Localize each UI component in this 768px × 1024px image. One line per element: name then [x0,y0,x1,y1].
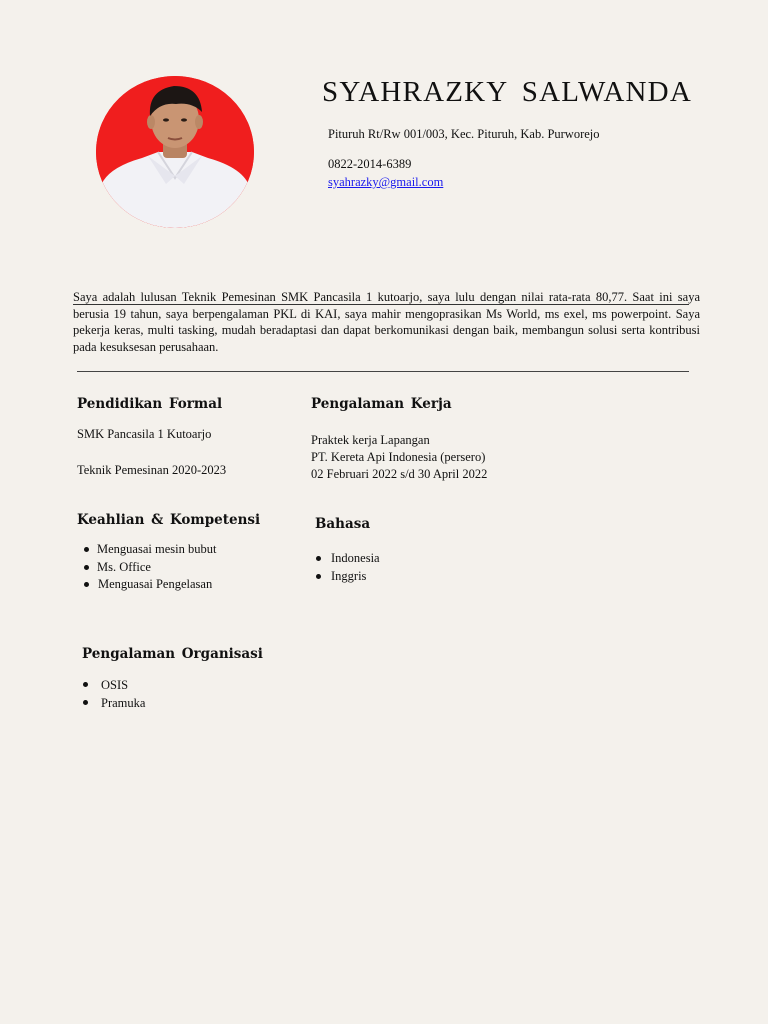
organization-list [83,676,145,712]
list-item [84,541,216,559]
skill-label: Menguasai Pengelasan [98,577,213,591]
skill-label: Menguasai mesin bubut [97,542,217,556]
languages-heading: Bahasa [315,516,371,532]
bullet-icon [316,574,321,579]
email-link[interactable]: syahrazky@gmail.com [328,175,444,189]
bullet-icon [83,682,88,687]
profile-summary: Saya adalah lulusan Teknik Pemesinan SMK Pancasila 1 kutoarjo, saya lulu dengan nilai rata-rata 80,77. Saat ini saya berusia 19 tahun, saya berpengalaman PKL di KAI, saya mahir mengoprasikan Ms World, ms exel, ms powerpoint. Saya pekerja keras, multi tasking, mudah beradaptasi dan dapat berkomunikasi dengan baik, membangun solusi serta kontribusi pada kesuksesan perusahaan. [73,290,700,354]
organization-heading: Pengalaman Organisasi [82,646,263,662]
bullet-icon [316,556,321,561]
work-line: PT. Kereta Api Indonesia (persero) [311,450,486,464]
list-item [83,694,145,712]
address: Pituruh Rt/Rw 001/003, Kec. Pituruh, Kab. Purworejo [328,127,600,141]
education-school: SMK Pancasila 1 Kutoarjo [77,427,212,441]
list-item [84,576,216,594]
summary-underline [73,304,689,305]
bullet-icon [84,547,89,552]
skills-heading: Keahlian & Kompetensi [77,512,261,528]
full-name: SYAHRAZKY SALWANDA [322,76,692,108]
profile-photo [96,76,254,228]
work-line: 02 Februari 2022 s/d 30 April 2022 [311,467,488,481]
work-heading: Pengalaman Kerja [311,396,452,412]
phone-number: 0822-2014-6389 [328,157,412,171]
skills-list [84,541,216,594]
languages-list [316,550,380,585]
education-major: Teknik Pemesinan 2020-2023 [77,463,227,477]
language-label: Inggris [331,568,367,583]
education-heading: Pendidikan Formal [77,396,223,412]
language-label: Indonesia [331,551,380,565]
work-line: Praktek kerja Lapangan [311,433,430,447]
skill-label: Ms. Office [97,559,151,574]
list-item [84,559,216,577]
section-divider [77,371,689,372]
bullet-icon [84,565,89,570]
list-item [316,550,380,568]
bullet-icon [84,582,89,587]
bullet-icon [83,700,88,705]
list-item [316,568,380,586]
list-item [83,676,145,694]
organization-label: Pramuka [101,696,146,710]
organization-label: OSIS [101,678,129,692]
